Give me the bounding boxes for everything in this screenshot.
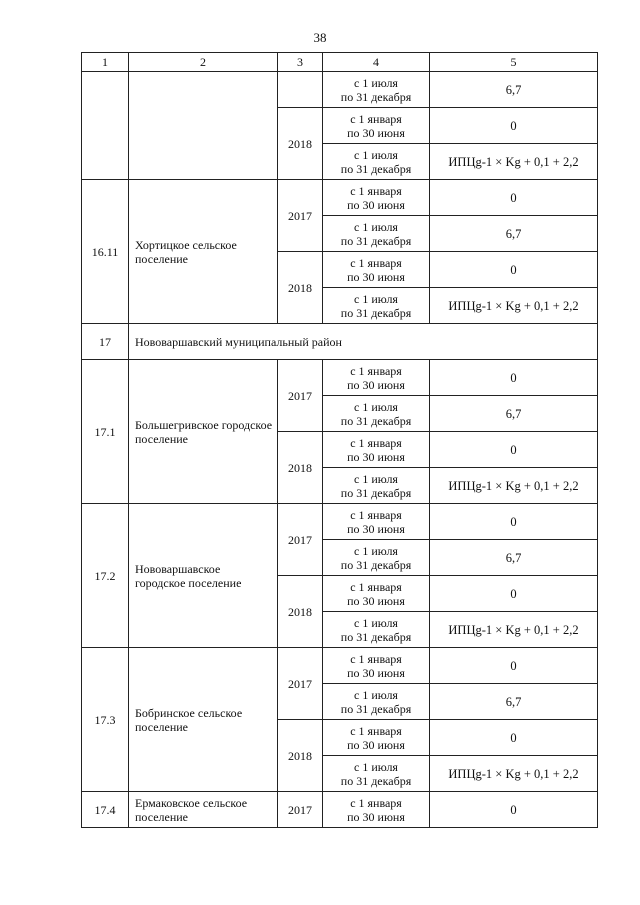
district-name-cell: Нововаршавский муниципальный район bbox=[129, 324, 598, 360]
settlement-name-cell: Бобринское сельское поселение bbox=[129, 648, 278, 792]
period-cell: с 1 января по 30 июня bbox=[323, 360, 430, 396]
value-cell: 0 bbox=[430, 576, 598, 612]
header-row bbox=[82, 53, 598, 72]
period-cell: с 1 июля по 31 декабря bbox=[323, 612, 430, 648]
column-header-3: 3 bbox=[278, 53, 323, 72]
district-row bbox=[82, 324, 598, 360]
period-cell: с 1 июля по 31 декабря bbox=[323, 540, 430, 576]
period-cell: с 1 июля по 31 декабря bbox=[323, 396, 430, 432]
year-cell: 2017 bbox=[278, 504, 323, 576]
row-number-cell: 16.11 bbox=[82, 180, 129, 324]
period-cell: с 1 января по 30 июня bbox=[323, 180, 430, 216]
period-cell: с 1 июля по 31 декабря bbox=[323, 684, 430, 720]
value-cell: 6,7 bbox=[430, 684, 598, 720]
year-cell: 2018 bbox=[278, 576, 323, 648]
value-cell: ИПЦg-1 × Kg + 0,1 + 2,2 bbox=[430, 144, 598, 180]
row-number-cell: 17.2 bbox=[82, 504, 129, 648]
value-cell: 0 bbox=[430, 432, 598, 468]
value-cell: 0 bbox=[430, 360, 598, 396]
row-number-cell: 17.1 bbox=[82, 360, 129, 504]
value-cell: 0 bbox=[430, 108, 598, 144]
column-header-1: 1 bbox=[82, 53, 129, 72]
tariff-table bbox=[81, 52, 598, 828]
settlement-name-cell: Ермаковское сельское поселение bbox=[129, 792, 278, 828]
year-cell: 2017 bbox=[278, 792, 323, 828]
value-cell: 0 bbox=[430, 504, 598, 540]
value-cell: 6,7 bbox=[430, 216, 598, 252]
value-cell: 0 bbox=[430, 792, 598, 828]
period-cell: с 1 июля по 31 декабря bbox=[323, 468, 430, 504]
year-cell: 2018 bbox=[278, 720, 323, 792]
value-cell: 0 bbox=[430, 252, 598, 288]
row-number-cell: 17 bbox=[82, 324, 129, 360]
table-row bbox=[82, 504, 598, 540]
year-cell bbox=[278, 72, 323, 108]
year-cell: 2017 bbox=[278, 180, 323, 252]
row-number-cell bbox=[82, 72, 129, 180]
column-header-4: 4 bbox=[323, 53, 430, 72]
year-cell: 2018 bbox=[278, 108, 323, 180]
settlement-name-cell: Большегривское городское поселение bbox=[129, 360, 278, 504]
period-cell: с 1 января по 30 июня bbox=[323, 648, 430, 684]
period-cell: с 1 января по 30 июня bbox=[323, 504, 430, 540]
period-cell: с 1 июля по 31 декабря bbox=[323, 756, 430, 792]
period-cell: с 1 января по 30 июня bbox=[323, 432, 430, 468]
value-cell: 6,7 bbox=[430, 72, 598, 108]
year-cell: 2018 bbox=[278, 432, 323, 504]
table-row bbox=[82, 180, 598, 216]
value-cell: ИПЦg-1 × Kg + 0,1 + 2,2 bbox=[430, 468, 598, 504]
page-number: 38 bbox=[313, 30, 327, 45]
value-cell: 0 bbox=[430, 648, 598, 684]
value-cell: 6,7 bbox=[430, 396, 598, 432]
value-cell: 6,7 bbox=[430, 540, 598, 576]
year-cell: 2017 bbox=[278, 648, 323, 720]
value-cell: 0 bbox=[430, 180, 598, 216]
period-cell: с 1 января по 30 июня bbox=[323, 720, 430, 756]
row-number-cell: 17.3 bbox=[82, 648, 129, 792]
period-cell: с 1 июля по 31 декабря bbox=[323, 216, 430, 252]
value-cell: ИПЦg-1 × Kg + 0,1 + 2,2 bbox=[430, 612, 598, 648]
table-row bbox=[82, 72, 598, 108]
period-cell: с 1 января по 30 июня bbox=[323, 108, 430, 144]
column-header-2: 2 bbox=[129, 53, 278, 72]
year-cell: 2018 bbox=[278, 252, 323, 324]
value-cell: 0 bbox=[430, 720, 598, 756]
year-cell: 2017 bbox=[278, 360, 323, 432]
value-cell: ИПЦg-1 × Kg + 0,1 + 2,2 bbox=[430, 756, 598, 792]
row-number-cell: 17.4 bbox=[82, 792, 129, 828]
period-cell: с 1 июля по 31 декабря bbox=[323, 72, 430, 108]
table-row bbox=[82, 648, 598, 684]
settlement-name-cell: Хортицкое сельское поселение bbox=[129, 180, 278, 324]
settlement-name-cell: Нововаршавское городское поселение bbox=[129, 504, 278, 648]
period-cell: с 1 июля по 31 декабря bbox=[323, 288, 430, 324]
value-cell: ИПЦg-1 × Kg + 0,1 + 2,2 bbox=[430, 288, 598, 324]
settlement-name-cell bbox=[129, 72, 278, 180]
table-row bbox=[82, 792, 598, 828]
period-cell: с 1 июля по 31 декабря bbox=[323, 144, 430, 180]
period-cell: с 1 января по 30 июня bbox=[323, 792, 430, 828]
period-cell: с 1 января по 30 июня bbox=[323, 576, 430, 612]
table-row bbox=[82, 360, 598, 396]
column-header-5: 5 bbox=[430, 53, 598, 72]
period-cell: с 1 января по 30 июня bbox=[323, 252, 430, 288]
